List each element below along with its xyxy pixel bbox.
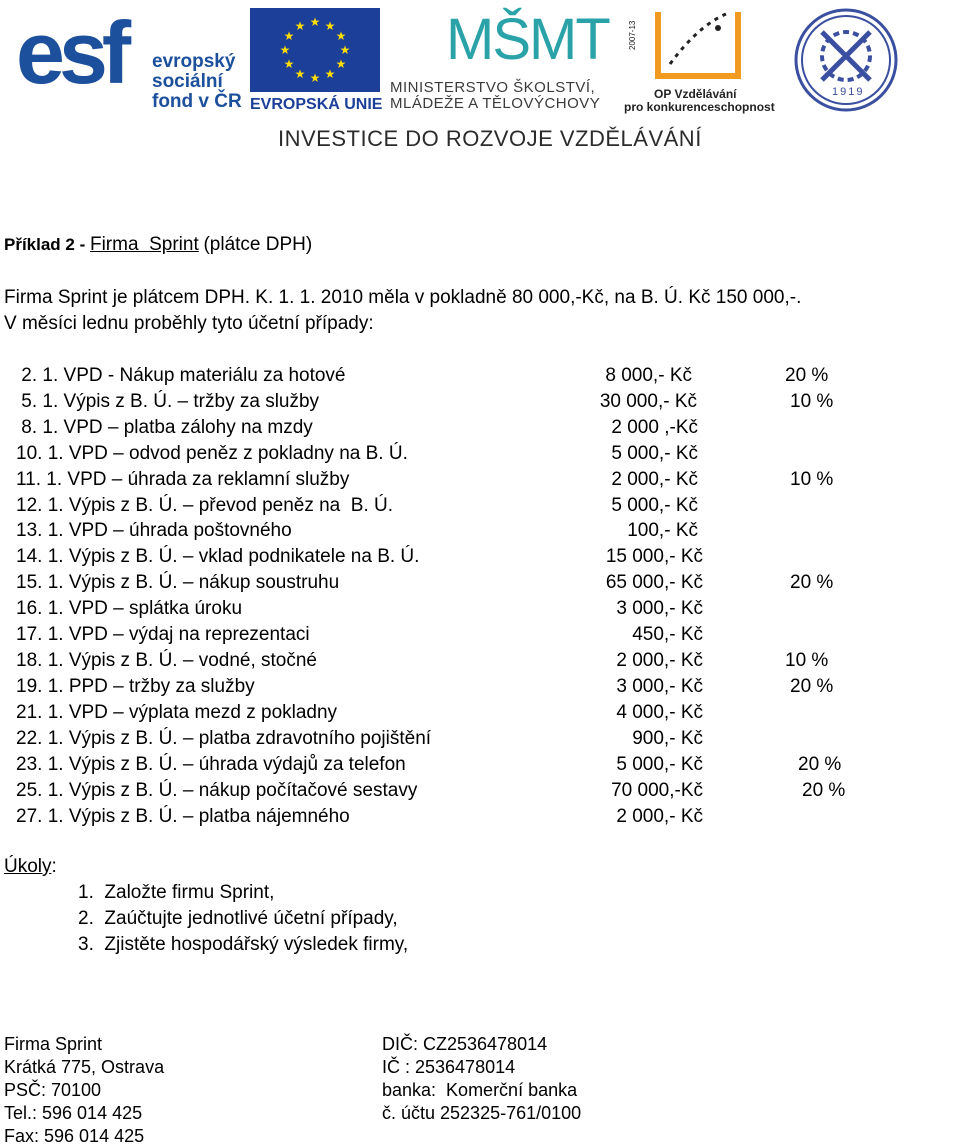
svg-text:★: ★ xyxy=(283,29,295,43)
task-item: 1. Založte firmu Sprint, xyxy=(78,882,275,903)
op-text xyxy=(624,88,775,114)
transaction-desc: 11. 1. VPD – úhrada za reklamní služby xyxy=(16,469,350,490)
footer-bank: banka: Komerční banka xyxy=(382,1080,578,1100)
transaction-desc: 23. 1. Výpis z B. Ú. – úhrada výdajů za telefon xyxy=(16,754,406,775)
example-title xyxy=(4,234,312,256)
footer-dic: DIČ: CZ2536478014 xyxy=(382,1034,548,1054)
school-seal-year: 1919 xyxy=(832,86,865,98)
eu-logo xyxy=(250,8,384,114)
transaction-amount: 450,- Kč xyxy=(632,624,703,645)
task-item: 3. Zjistěte hospodářský výsledek firmy, xyxy=(78,934,409,955)
transaction-vat: 20 % xyxy=(790,676,834,697)
task-item: 2. Zaúčtujte jednotlivé účetní případy, xyxy=(78,908,398,929)
transaction-amount: 5 000,- Kč xyxy=(611,495,698,516)
msmt-line: MLÁDEŽE A TĚLOVÝCHOVY xyxy=(390,95,601,112)
transaction-desc: 25. 1. Výpis z B. Ú. – nákup počítačové sestavy xyxy=(16,780,418,801)
transaction-desc: 13. 1. VPD – úhrada poštovného xyxy=(16,520,292,541)
transaction-amount: 2 000,- Kč xyxy=(616,806,703,827)
school-seal xyxy=(792,6,900,114)
transaction-desc: 15. 1. Výpis z B. Ú. – nákup soustruhu xyxy=(16,572,340,593)
transaction-desc: 17. 1. VPD – výdaj na reprezentaci xyxy=(16,624,310,645)
transaction-desc: 21. 1. VPD – výplata mezd z pokladny xyxy=(16,702,338,723)
transaction-desc: 27. 1. Výpis z B. Ú. – platba nájemného xyxy=(16,806,350,827)
transaction-desc: 2. 1. VPD - Nákup materiálu za hotové xyxy=(16,365,346,386)
transaction-amount: 2 000,- Kč xyxy=(611,469,698,490)
transaction-amount: 5 000,- Kč xyxy=(616,754,703,775)
transaction-amount: 5 000,- Kč xyxy=(611,443,698,464)
transaction-amount: 4 000,- Kč xyxy=(616,702,703,723)
transaction-desc: 19. 1. PPD – tržby za služby xyxy=(16,676,255,697)
banner: INVESTICE DO ROZVOJE VZDĚLÁVÁNÍ xyxy=(278,126,702,151)
transaction-vat: 10 % xyxy=(790,469,834,490)
transaction-amount: 8 000,- Kč xyxy=(605,365,692,386)
footer-company: Firma Sprint xyxy=(4,1034,103,1054)
esf-logo-line: sociální xyxy=(152,71,223,92)
transaction-desc: 18. 1. Výpis z B. Ú. – vodné, stočné xyxy=(16,650,317,671)
transaction-amount: 2 000,- Kč xyxy=(616,650,703,671)
op-line: pro konkurenceschopnost xyxy=(624,100,775,114)
svg-text:★: ★ xyxy=(335,57,347,71)
svg-text:★: ★ xyxy=(294,19,306,33)
svg-text:★: ★ xyxy=(309,71,321,85)
transaction-amount: 3 000,- Kč xyxy=(616,676,703,697)
footer-address: Krátká 775, Ostrava xyxy=(4,1057,165,1077)
esf-logo-line: fond v ČR xyxy=(152,91,242,112)
svg-text:★: ★ xyxy=(309,15,321,29)
transaction-vat: 20 % xyxy=(798,754,842,775)
transaction-desc: 16. 1. VPD – splátka úroku xyxy=(16,598,243,619)
transaction-amount: 3 000,- Kč xyxy=(616,598,703,619)
footer-postcode: PSČ: 70100 xyxy=(4,1080,102,1100)
transaction-vat: 20 % xyxy=(785,365,829,386)
tasks-heading-label: Úkoly xyxy=(4,856,52,877)
transaction-desc: 22. 1. Výpis z B. Ú. – platba zdravotního pojištění xyxy=(16,728,432,749)
transaction-vat: 10 % xyxy=(790,391,834,412)
footer-ic: IČ : 2536478014 xyxy=(382,1057,516,1077)
svg-text:★: ★ xyxy=(335,29,347,43)
vat-note: (plátce DPH) xyxy=(203,234,313,255)
transaction-desc: 14. 1. Výpis z B. Ú. – vklad podnikatele na B. Ú. xyxy=(16,546,420,567)
op-years: 2007-13 xyxy=(628,20,637,50)
transaction-amount: 2 000 ,-Kč xyxy=(611,417,698,438)
op-line: OP Vzdělávání xyxy=(654,87,737,101)
firm-name: Firma Sprint xyxy=(89,234,199,255)
svg-text:★: ★ xyxy=(294,67,306,81)
transaction-amount: 900,- Kč xyxy=(632,728,703,749)
intro-line: V měsíci lednu proběhly tyto účetní případy: xyxy=(4,313,374,334)
footer-phone: Tel.: 596 014 425 xyxy=(4,1103,143,1123)
msmt-logo xyxy=(390,4,615,114)
example-prefix: Příklad 2 - xyxy=(4,235,90,254)
msmt-logo-word: MŠMT xyxy=(446,7,609,72)
op-logo xyxy=(622,6,775,116)
transaction-vat: 10 % xyxy=(785,650,829,671)
op-emblem-icon xyxy=(648,6,748,82)
svg-text:★: ★ xyxy=(339,43,351,57)
msmt-text xyxy=(390,80,600,112)
svg-text:★: ★ xyxy=(283,57,295,71)
svg-text:★: ★ xyxy=(324,19,336,33)
intro-line: Firma Sprint je plátcem DPH. K. 1. 1. 2010 měla v pokladně 80 000,-Kč, na B. Ú. Kč 150 000,-. xyxy=(4,287,802,308)
footer-account: č. účtu 252325-761/0100 xyxy=(382,1103,582,1123)
msmt-line: MINISTERSTVO ŠKOLSTVÍ, xyxy=(390,79,596,96)
transaction-desc: 10. 1. VPD – odvod peněz z pokladny na B. Ú. xyxy=(16,443,408,464)
footer-fax: Fax: 596 014 425 xyxy=(4,1126,145,1146)
esf-logo xyxy=(16,3,248,112)
transaction-amount: 100,- Kč xyxy=(627,520,698,541)
tasks-heading xyxy=(4,856,57,878)
tasks-heading-colon: : xyxy=(51,856,57,877)
esf-logo-word: esf xyxy=(16,3,126,102)
transaction-amount: 30 000,- Kč xyxy=(599,391,697,412)
transaction-desc: 5. 1. Výpis z B. Ú. – tržby za služby xyxy=(16,391,320,412)
esf-logo-line: evropský xyxy=(152,51,236,72)
esf-logo-text xyxy=(152,52,242,112)
svg-text:★: ★ xyxy=(279,43,291,57)
transaction-amount: 70 000,-Kč xyxy=(611,780,703,801)
transaction-desc: 8. 1. VPD – platba zálohy na mzdy xyxy=(16,417,313,438)
transaction-desc: 12. 1. Výpis z B. Ú. – převod peněz na B. Ú. xyxy=(16,495,394,516)
transaction-vat: 20 % xyxy=(790,572,834,593)
transaction-vat: 20 % xyxy=(802,780,846,801)
transaction-amount: 15 000,- Kč xyxy=(605,546,703,567)
eu-label: EVROPSKÁ UNIE xyxy=(250,96,383,113)
eu-flag-icon xyxy=(250,8,380,92)
transaction-amount: 65 000,- Kč xyxy=(605,572,703,593)
svg-text:★: ★ xyxy=(324,67,336,81)
